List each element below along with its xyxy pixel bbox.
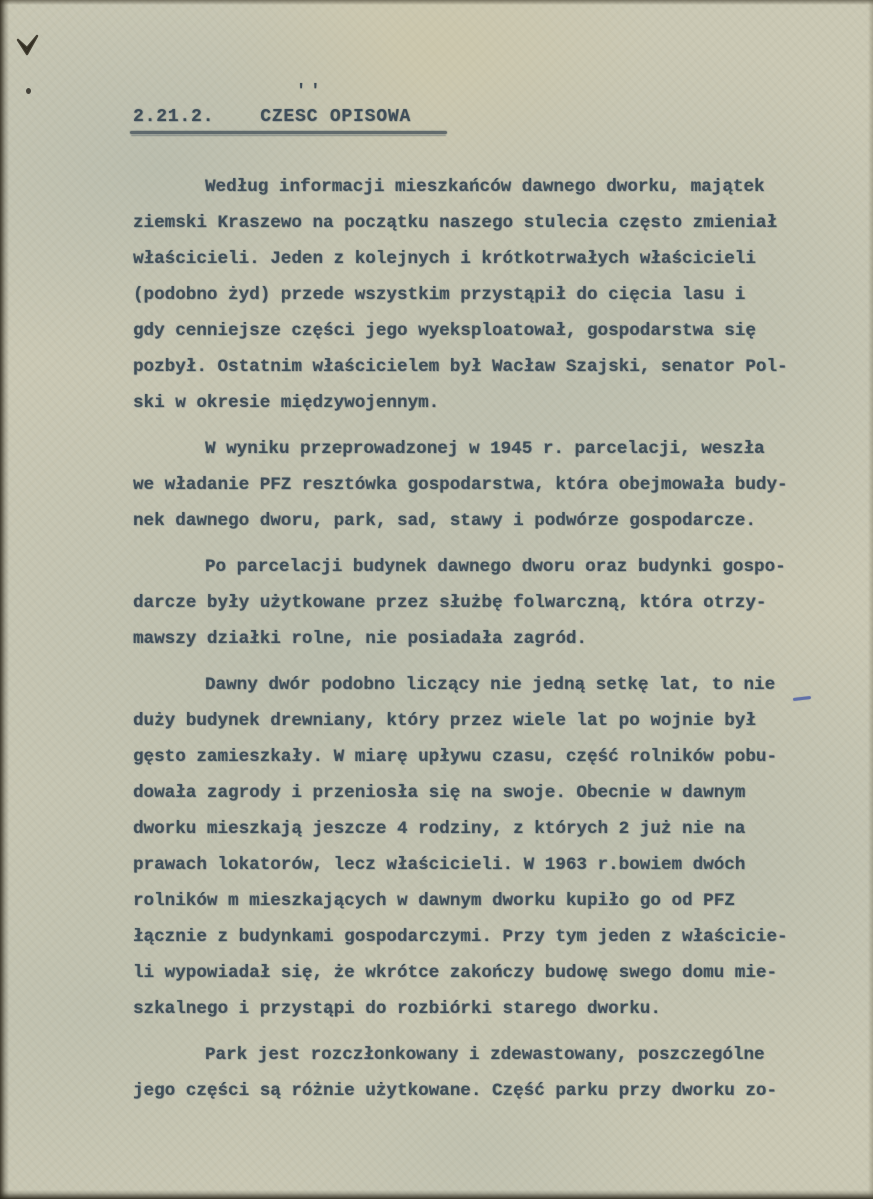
text-line: rolników m mieszkających w dawnym dworku kupiło go od PFZ xyxy=(133,891,735,911)
text-line: Po parcelacji budynek dawnego dworu oraz budynki gospo- xyxy=(205,557,786,577)
text-line: dowała zagrody i przeniosła się na swoje. Obecnie w dawnym xyxy=(133,783,746,803)
text-line: we władanie PFZ resztówka gospodarstwa, która obejmowała budy- xyxy=(133,475,788,495)
text-line: szkalnego i przystąpi do rozbiórki starego dworku. xyxy=(133,999,661,1019)
scan-edge-left xyxy=(0,0,9,1199)
text-line: prawach lokatorów, lecz właścicieli. W 1963 r.bowiem dwóch xyxy=(133,855,746,875)
text-line: darcze były użytkowane przez służbę folwarczną, która otrzy- xyxy=(133,593,767,613)
scan-edge-top xyxy=(0,0,873,5)
section-number: 2.21.2. xyxy=(133,107,215,127)
text-line: dworku mieszkają jeszcze 4 rodziny, z których 2 już nie na xyxy=(133,819,746,839)
handwritten-check-mark xyxy=(14,32,42,65)
text-line: ski w okresie międzywojennym. xyxy=(133,393,440,413)
scan-edge-bottom xyxy=(0,1190,873,1199)
text-line: nek dawnego dworu, park, sad, stawy i podwórze gospodarcze. xyxy=(133,511,756,531)
text-line: W wyniku przeprowadzonej w 1945 r. parcelacji, weszła xyxy=(205,439,765,459)
text-line: łącznie z budynkami gospodarczymi. Przy tym jeden z właścicie- xyxy=(133,927,788,947)
text-line: Według informacji mieszkańców dawnego dworku, majątek xyxy=(205,177,765,197)
text-line: (podobno żyd) przede wszystkim przystąpił do cięcia lasu i xyxy=(133,285,746,305)
scan-edge-right xyxy=(868,0,873,1199)
text-line: mawszy działki rolne, nie posiadała zagród. xyxy=(133,629,587,649)
text-line: gęsto zamieszkały. W miarę upływu czasu, część rolników pobu- xyxy=(133,747,778,767)
text-line: właścicieli. Jeden z kolejnych i krótkotrwałych właścicieli xyxy=(133,249,756,269)
text-line: jego części są różnie użytkowane. Część parku przy dworku zo- xyxy=(133,1081,778,1101)
text-line: ziemski Kraszewo na początku naszego stulecia często zmieniał xyxy=(133,213,778,233)
paragraph xyxy=(133,667,809,1027)
text-line: duży budynek drewniany, który przez wiele lat po wojnie był xyxy=(133,711,756,731)
paragraph xyxy=(133,431,809,539)
text-line: gdy cenniejsze części jego wyeksploatował, gospodarstwa się xyxy=(133,321,756,341)
typed-accent-marks: '' xyxy=(296,82,325,101)
text-line: Park jest rozczłonkowany i zdewastowany, poszczególne xyxy=(205,1045,765,1065)
section-heading xyxy=(133,99,411,135)
paragraph xyxy=(133,1037,809,1109)
text-line: li wypowiadał się, że wkrótce zakończy budowę swego domu mie- xyxy=(133,963,778,983)
handwritten-ink-dot xyxy=(26,88,31,94)
text-line: pozbył. Ostatnim właścicielem był Wacław Szajski, senator Pol- xyxy=(133,357,788,377)
heading-underline xyxy=(130,131,447,134)
document-body xyxy=(133,169,809,1119)
paragraph xyxy=(133,169,809,421)
text-line: Dawny dwór podobno liczący nie jedną setkę lat, to nie xyxy=(205,675,776,695)
paragraph xyxy=(133,549,809,657)
section-title: CZESC OPISOWA xyxy=(260,107,412,127)
